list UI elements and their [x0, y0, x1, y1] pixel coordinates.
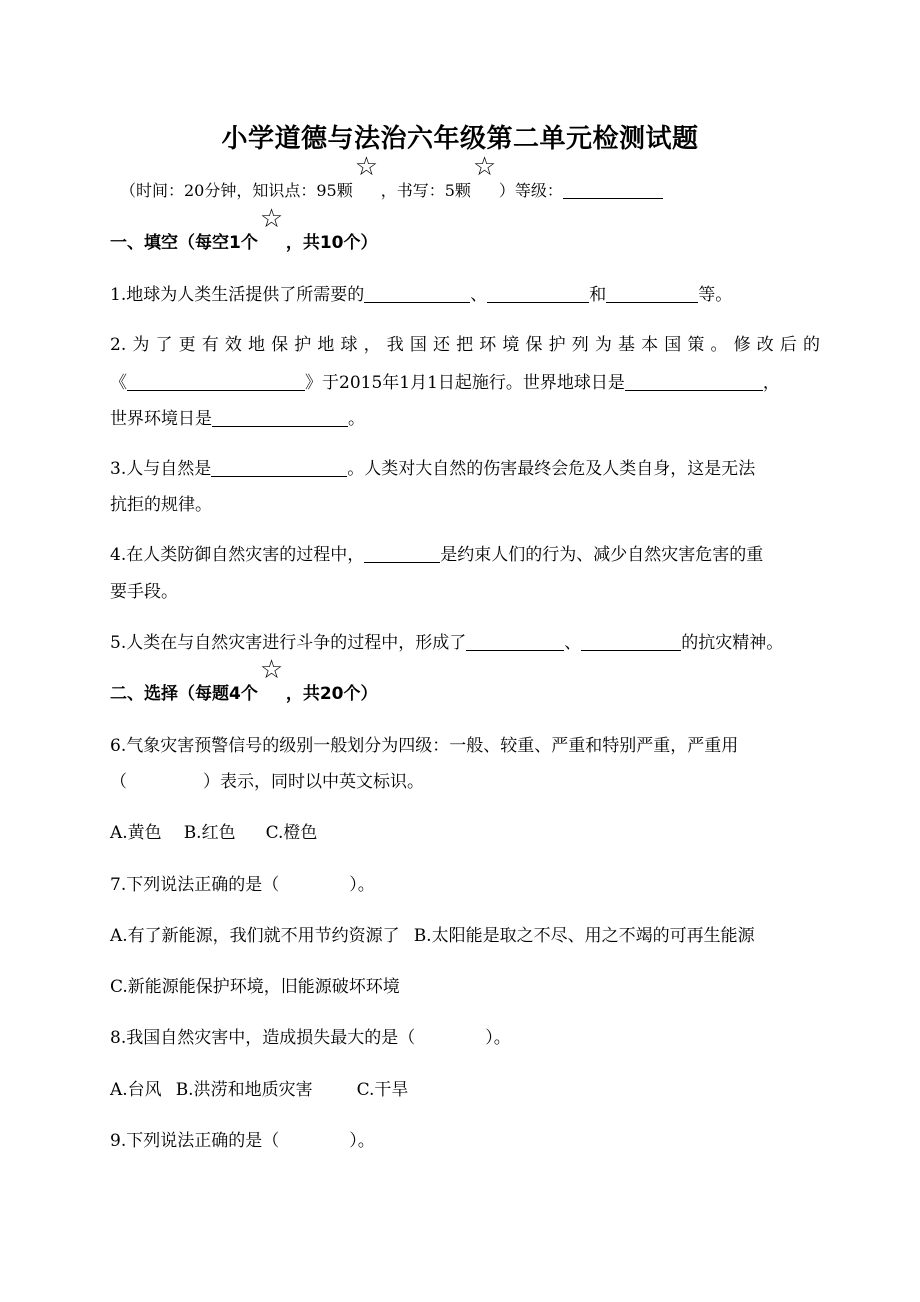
question-2-line-3: 世界环境日是 。 — [110, 409, 365, 429]
answer-blank[interactable] — [127, 372, 305, 391]
option-b[interactable]: B.太阳能是取之不尽、用之不竭的可再生能源 — [413, 926, 755, 946]
meta-grade: ）等级： — [498, 181, 563, 200]
question-4-line-2: 要手段。 — [110, 582, 178, 602]
question-6-line-2: （ ）表示，同时以中英文标识。 — [110, 772, 424, 792]
grade-blank[interactable] — [563, 180, 663, 199]
question-7-options-ab — [110, 921, 755, 946]
answer-blank[interactable] — [487, 284, 589, 303]
answer-blank[interactable] — [581, 632, 681, 651]
question-3-line-2: 抗拒的规律。 — [110, 495, 212, 515]
option-c[interactable]: C.干旱 — [356, 1080, 409, 1100]
star-icon: ☆ — [259, 204, 284, 234]
option-a[interactable]: A.黄色 — [110, 823, 162, 843]
question-8: 8.我国自然灾害中，造成损失最大的是（ ）。 — [110, 1028, 511, 1048]
question-7-option-c[interactable]: C.新能源能保护环境，旧能源破坏环境 — [110, 977, 400, 997]
answer-blank[interactable] — [364, 544, 440, 563]
question-6-line-1: 6.气象灾害预警信号的级别一般划分为四级：一般、较重、严重和特别严重，严重用 — [110, 736, 739, 756]
question-9: 9.下列说法正确的是（ ）。 — [110, 1131, 375, 1151]
question-3-line-1: 3.人与自然是 。人类对大自然的伤害最终会危及人类自身，这是无法 — [110, 459, 756, 479]
answer-blank[interactable] — [606, 284, 698, 303]
answer-blank[interactable] — [364, 284, 470, 303]
answer-blank[interactable] — [211, 458, 347, 477]
question-2-line-1: 2.为了更有效地保护地球，我国还把环境保护列为基本国策。修改后的 — [110, 335, 820, 355]
answer-blank[interactable] — [212, 408, 348, 427]
question-4-line-1: 4.在人类防御自然灾害的过程中， 是约束人们的行为、减少自然灾害危害的重 — [110, 545, 764, 565]
answer-blank[interactable] — [466, 632, 564, 651]
star-icon: ☆ — [472, 152, 497, 182]
question-2-line-2: 《 》于2015年1月1日起施行。世界地球日是 ， — [110, 373, 780, 393]
question-6-options — [110, 818, 317, 843]
option-a[interactable]: A.有了新能源，我们就不用节约资源了 — [110, 926, 400, 946]
meta-time-points: （时间：20分钟，知识点：95颗 — [120, 181, 353, 200]
section-heading-choice: 二、选择（每题4个 ☆ ，共20个） — [110, 655, 378, 704]
meta-writing: ，书写：5颗 — [380, 181, 471, 200]
option-b[interactable]: B.红色 — [183, 823, 236, 843]
section-heading-fill: 一、填空（每空1个 ☆ ，共10个） — [110, 204, 378, 253]
option-a[interactable]: A.台风 — [110, 1080, 162, 1100]
star-icon: ☆ — [354, 152, 379, 182]
option-b[interactable]: B.洪涝和地质灾害 — [175, 1080, 313, 1100]
question-8-options — [110, 1075, 408, 1100]
star-icon: ☆ — [259, 655, 284, 685]
answer-blank[interactable] — [625, 372, 763, 391]
exam-meta — [120, 152, 663, 201]
option-c[interactable]: C.橙色 — [265, 823, 318, 843]
page-title: 小学道德与法治六年级第二单元检测试题 — [221, 124, 699, 154]
question-5: 5.人类在与自然灾害进行斗争的过程中，形成了 、 的抗灾精神。 — [110, 633, 784, 653]
question-7: 7.下列说法正确的是（ ）。 — [110, 875, 375, 895]
question-1: 1.地球为人类生活提供了所需要的 、 和 等。 — [110, 285, 733, 305]
